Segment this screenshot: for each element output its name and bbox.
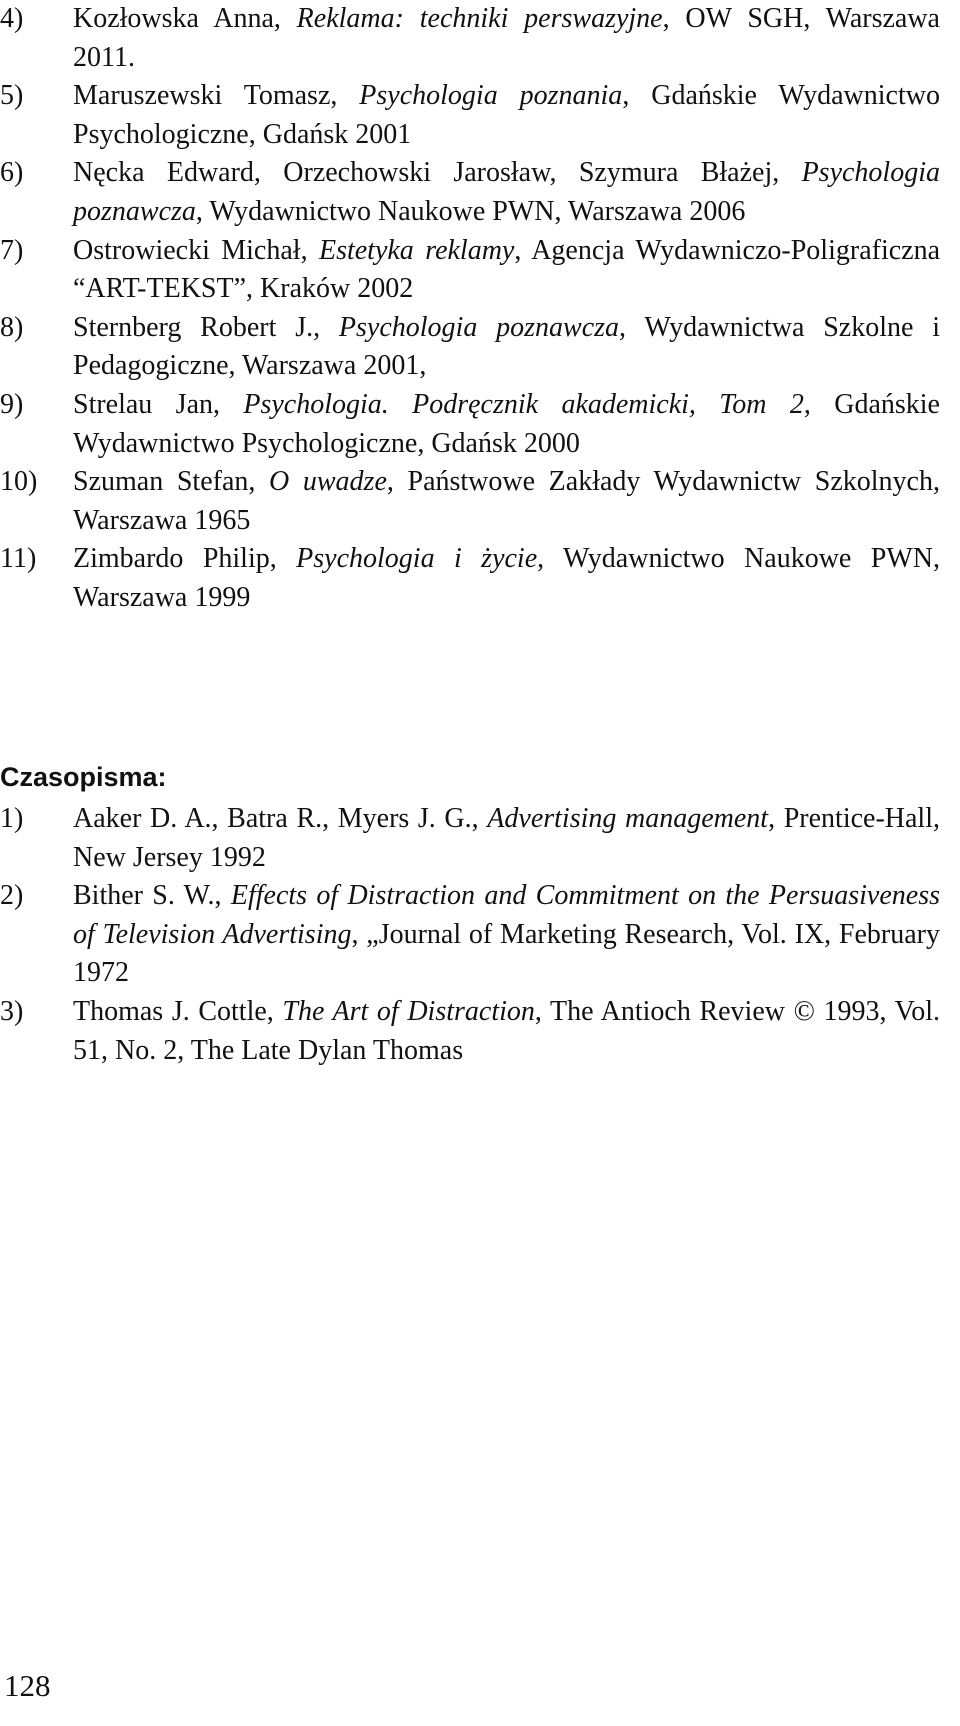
reference-number: 3) <box>0 995 24 1027</box>
reference-text: Bither S. W., <box>73 880 231 912</box>
reference-text: Zimbardo Philip, <box>73 543 297 575</box>
reference-number: 7) <box>0 234 24 266</box>
reference-title: The Art of Distraction <box>282 995 535 1027</box>
reference-title: Psychologia i życie <box>296 543 538 575</box>
reference-title: Psychologia poznawcza <box>73 157 940 227</box>
reference-title: Estetyka reklamy <box>318 234 515 266</box>
reference-item <box>0 232 940 309</box>
reference-item <box>0 877 940 993</box>
reference-text: , Państwowe Zakłady Wydawnictw Szkolnych, Warszawa 1965 <box>73 466 940 536</box>
reference-text: Nęcka Edward, Orzechowski Jarosław, Szymura Błażej, <box>73 157 802 189</box>
reference-number: 5) <box>0 80 24 112</box>
reference-text: , Agencja Wydawniczo-Poligraficzna “ART-TEKST”, Kraków 2002 <box>73 234 941 305</box>
reference-title: Psychologia poznawcza <box>338 311 620 343</box>
reference-title: Effects of Distraction and Commitment on the Persuasiveness of Television Advertising <box>73 880 940 950</box>
reference-text: , „Journal of Marketing Research, Vol. IX, February 1972 <box>73 918 940 989</box>
reference-number: 1) <box>0 803 24 834</box>
reference-text: , Wydawnictwa Szkolne i Pedagogiczne, Warszawa 2001, <box>73 311 941 382</box>
reference-title: Advertising management <box>487 803 769 834</box>
reference-text: Strelau Jan, <box>73 388 244 420</box>
book-references-list <box>0 0 940 618</box>
reference-item <box>0 386 940 463</box>
reference-text: , Gdańskie Wydawnictwo Psychologiczne, Gdańsk 2000 <box>73 388 940 459</box>
reference-text: , Wydawnictwo Naukowe PWN, Warszawa 2006 <box>195 195 746 227</box>
reference-number: 11) <box>0 543 37 575</box>
reference-text: Kozłowska Anna, <box>73 3 297 34</box>
reference-number: 6) <box>0 157 24 189</box>
reference-title: Reklama: techniki perswazyjne <box>296 3 663 34</box>
reference-item <box>0 0 940 77</box>
reference-item <box>0 540 940 617</box>
reference-text: , Prentice-Hall, New Jersey 1992 <box>73 803 940 873</box>
reference-text: , OW SGH, Warszawa 2011. <box>73 3 940 73</box>
reference-item <box>0 463 940 540</box>
reference-text: Aaker D. A., Batra R., Myers J. G., <box>73 803 488 834</box>
reference-item <box>0 309 940 386</box>
reference-title: O uwadze <box>269 466 387 498</box>
reference-text: Ostrowiecki Michał, <box>73 234 319 266</box>
page-number: 128 <box>4 1668 51 1703</box>
reference-item <box>0 154 940 231</box>
reference-text: Thomas J. Cottle, <box>73 995 283 1027</box>
reference-number: 8) <box>0 311 24 343</box>
reference-number: 4) <box>0 3 24 34</box>
reference-text: Maruszewski Tomasz, <box>73 80 360 112</box>
reference-number: 10) <box>0 466 38 498</box>
reference-number: 9) <box>0 388 24 420</box>
journals-heading: Czasopisma: <box>0 762 167 792</box>
journal-references-list <box>0 800 940 1070</box>
reference-number: 2) <box>0 880 24 912</box>
reference-title: Psychologia poznania <box>359 80 623 112</box>
reference-title: Psychologia. Podręcznik akademicki, Tom 2 <box>243 388 804 420</box>
reference-text: , Wydawnictwo Naukowe PWN, Warszawa 1999 <box>73 543 940 613</box>
reference-text: , Gdańskie Wydawnictwo Psychologiczne, Gdańsk 2001 <box>73 80 940 150</box>
reference-text: Sternberg Robert J., <box>73 311 339 343</box>
reference-item <box>0 993 940 1070</box>
reference-text: , The Antioch Review © 1993, Vol. 51, No. 2, The Late Dylan Thomas <box>73 995 940 1066</box>
reference-item <box>0 800 940 877</box>
reference-text: Szuman Stefan, <box>73 466 270 498</box>
reference-item <box>0 77 940 154</box>
